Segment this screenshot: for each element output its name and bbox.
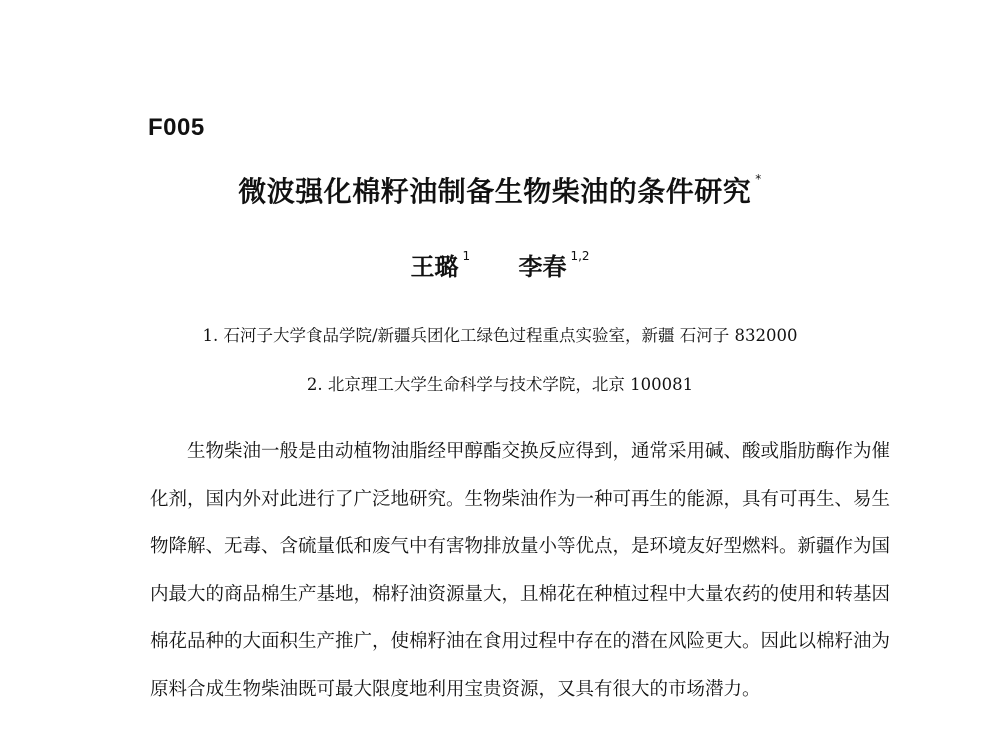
author-list (0, 247, 1000, 282)
author-affiliation-mark: 1 (462, 249, 471, 263)
abstract-paragraph: 生物柴油一般是由动植物油脂经甲醇酯交换反应得到，通常采用碱、酸或脂肪酶作为催化剂，国内外对此进行了广泛地研究。生物柴油作为一种可再生的能源，具有可再生、易生物降解、无毒、含硫量低和废气中有害物排放量小等优点，是环境友好型燃料。新疆作为国内最大的商品棉生产基地，棉籽油资源量大，且棉花在种植过程中大量农药的使用和转基因棉花品种的大面积生产推广，使棉籽油在食用过程中存在的潜在风险更大。因此以棉籽油为原料合成生物柴油既可最大限度地利用宝贵资源，又具有很大的市场潜力。 (150, 441, 891, 700)
paper-title (0, 170, 1000, 210)
author-name: 王璐 (410, 253, 459, 281)
affiliation-1: 1. 石河子大学食品学院/新疆兵团化工绿色过程重点实验室，新疆 石河子 832000 (202, 326, 798, 345)
author-affiliation-mark: 1,2 (570, 249, 590, 263)
paper-code: F005 (148, 114, 205, 141)
title-footnote-mark: * (755, 172, 762, 186)
paper-title-text: 微波强化棉籽油制备生物柴油的条件研究 (238, 175, 752, 208)
author-name: 李春 (518, 253, 567, 281)
affiliation-2: 2. 北京理工大学生命科学与技术学院，北京 100081 (306, 375, 694, 394)
author (410, 247, 470, 282)
author (518, 247, 589, 282)
